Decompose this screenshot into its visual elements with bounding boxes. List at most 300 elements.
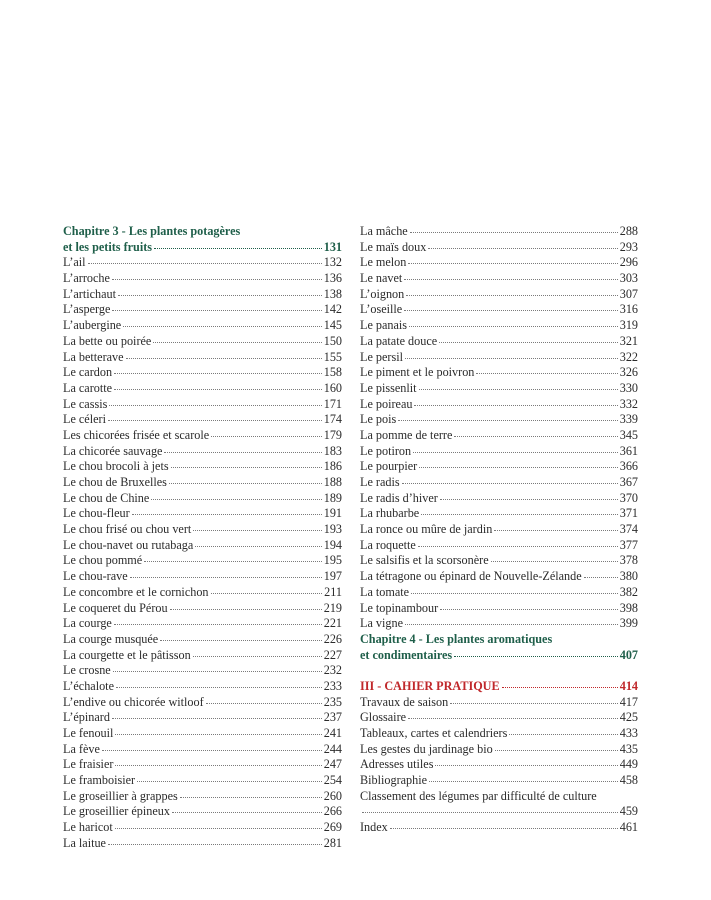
part-3-page: 414 [619, 678, 638, 693]
toc-entry-page: 366 [619, 459, 638, 474]
toc-entry-title: La tétragone ou épinard de Nouvelle-Zélande [360, 569, 582, 584]
toc-entry[interactable] [63, 789, 342, 805]
toc-entry-page: 269 [323, 820, 342, 835]
toc-entry[interactable] [360, 726, 638, 742]
toc-entry-title: Le melon [360, 255, 407, 270]
toc-entry[interactable] [63, 616, 342, 632]
toc-entry-title: L’échalote [63, 678, 114, 693]
toc-entry-page: 189 [323, 490, 342, 505]
toc-entry-page: 266 [323, 804, 342, 819]
toc-entry-title: La vigne [360, 616, 403, 631]
chapter-4-entry[interactable] [360, 648, 638, 664]
dot-leader [206, 703, 322, 704]
dot-leader [509, 734, 617, 735]
toc-entry-title: La betterave [63, 349, 124, 364]
toc-entry-page: 316 [619, 302, 638, 317]
toc-entry-page: 303 [619, 271, 638, 286]
toc-column-right [360, 224, 638, 836]
dot-leader [193, 530, 321, 531]
toc-entry[interactable] [360, 757, 638, 773]
toc-entry-title: Le poireau [360, 396, 413, 411]
toc-entry-title: L’arroche [63, 271, 110, 286]
dot-leader [114, 624, 322, 625]
toc-entry[interactable] [63, 663, 342, 679]
toc-entry-page: 193 [323, 522, 342, 537]
dot-leader [408, 263, 617, 264]
toc-entry-title: Les chicorées frisée et scarole [63, 427, 210, 442]
dot-leader [114, 389, 322, 390]
toc-entry-title: La chicorée sauvage [63, 443, 163, 458]
toc-entry[interactable] [63, 538, 342, 554]
toc-entry-title: Le chou brocoli à jets [63, 459, 169, 474]
toc-entry-title: Le concombre et le cornichon [63, 584, 209, 599]
dot-leader [413, 452, 618, 453]
toc-entry-page: 339 [619, 412, 638, 427]
chapter-4-title-line1: Chapitre 4 - Les plantes aromatiques [360, 631, 553, 646]
toc-entry-page: 179 [323, 427, 342, 442]
toc-entry-page: 221 [323, 616, 342, 631]
toc-entry[interactable] [360, 428, 638, 444]
toc-entry-page: 188 [323, 475, 342, 489]
toc-entry-title: Glossaire [360, 710, 407, 725]
toc-entry[interactable] [63, 648, 342, 664]
toc-entry[interactable] [360, 334, 638, 350]
toc-entry-title: Le céleri [63, 412, 106, 427]
toc-entry[interactable] [63, 412, 342, 428]
toc-entry-page: 219 [323, 600, 342, 615]
toc-entry-page: 260 [323, 788, 342, 803]
dot-leader [405, 358, 618, 359]
toc-entry-page: 382 [619, 584, 638, 599]
dot-leader [408, 718, 618, 719]
index-title: Index [360, 820, 388, 835]
toc-entry-title: La pomme de terre [360, 427, 453, 442]
toc-entry[interactable] [63, 475, 342, 491]
toc-entry-title: Le fenouil [63, 726, 114, 740]
classement-entry[interactable] [360, 804, 638, 820]
chapter-4-title-line2: et condimentaires [360, 647, 453, 662]
toc-entry[interactable] [360, 459, 638, 475]
toc-entry-page: 158 [323, 365, 342, 380]
dot-leader [170, 609, 322, 610]
toc-entry[interactable] [63, 742, 342, 758]
toc-entry[interactable] [63, 522, 342, 538]
dot-leader [404, 310, 618, 311]
toc-entry-title: Le radis [360, 475, 400, 489]
toc-entry-title: Le navet [360, 271, 403, 286]
toc-entry[interactable] [63, 365, 342, 381]
toc-entry-title: Le chou frisé ou chou vert [63, 522, 192, 537]
toc-entry-page: 186 [323, 459, 342, 474]
right-entry-list [360, 224, 638, 632]
index-entry[interactable] [360, 820, 638, 836]
toc-entry-title: Le chou de Chine [63, 490, 150, 505]
dot-leader [211, 436, 322, 437]
classement-title[interactable]: Classement des légumes par difficulté de culture [360, 788, 597, 803]
toc-entry[interactable] [63, 585, 342, 601]
toc-entry[interactable] [63, 255, 342, 271]
toc-entry-page: 244 [323, 741, 342, 756]
toc-entry-page: 174 [323, 412, 342, 427]
dot-leader [154, 248, 322, 249]
toc-entry[interactable] [63, 302, 342, 318]
toc-entry-page: 433 [619, 726, 638, 740]
toc-entry[interactable] [63, 271, 342, 287]
toc-entry-page: 378 [619, 553, 638, 568]
toc-entry[interactable] [360, 522, 638, 538]
dot-leader [113, 671, 322, 672]
toc-entry[interactable] [360, 255, 638, 271]
toc-entry-title: L’asperge [63, 302, 111, 317]
toc-entry[interactable] [63, 428, 342, 444]
toc-entry-title: Le framboisier [63, 773, 136, 788]
toc-entry-title: Le pourpier [360, 459, 418, 474]
dot-leader [419, 389, 618, 390]
toc-entry-title: L’oignon [360, 286, 405, 301]
toc-entry-page: 398 [619, 600, 638, 615]
toc-entry-title: Le salsifis et la scorsonère [360, 553, 489, 568]
toc-entry[interactable] [63, 381, 342, 397]
toc-entry-title: Le topinambour [360, 600, 439, 615]
dot-leader [411, 593, 618, 594]
dot-leader [115, 734, 321, 735]
toc-entry[interactable] [63, 695, 342, 711]
toc-entry-page: 319 [619, 318, 638, 333]
dot-leader [112, 310, 321, 311]
toc-entry[interactable] [360, 381, 638, 397]
toc-entry-page: 332 [619, 396, 638, 411]
toc-entry[interactable] [63, 804, 342, 820]
toc-entry-title: La bette ou poirée [63, 333, 152, 348]
toc-entry-page: 132 [323, 255, 342, 270]
dot-leader [164, 452, 321, 453]
toc-entry-page: 183 [323, 443, 342, 458]
toc-entry[interactable] [63, 444, 342, 460]
dot-leader [439, 342, 618, 343]
toc-entry[interactable] [63, 632, 342, 648]
toc-entry-page: 435 [619, 741, 638, 756]
dot-leader [132, 514, 322, 515]
dot-leader [454, 436, 617, 437]
dot-leader [112, 279, 322, 280]
dot-leader [405, 624, 618, 625]
dot-leader [153, 342, 321, 343]
dot-leader [160, 640, 322, 641]
toc-entry[interactable] [63, 287, 342, 303]
dot-leader [402, 483, 618, 484]
left-entry-list [63, 255, 342, 851]
toc-entry-page: 160 [323, 380, 342, 395]
dot-leader [118, 295, 322, 296]
toc-entry[interactable] [360, 491, 638, 507]
toc-entry-page: 380 [619, 569, 638, 584]
toc-entry[interactable] [63, 553, 342, 569]
toc-entry-page: 233 [323, 678, 342, 693]
toc-entry-title: Travaux de saison [360, 694, 449, 709]
toc-entry[interactable] [63, 397, 342, 413]
practical-entry-list [360, 695, 638, 789]
toc-entry-title: La laitue [63, 835, 106, 850]
toc-entry[interactable] [360, 302, 638, 318]
toc-entry-title: Les gestes du jardinage bio [360, 741, 493, 756]
toc-entry-page: 191 [323, 506, 342, 521]
toc-entry[interactable] [63, 334, 342, 350]
toc-entry-page: 377 [619, 537, 638, 552]
toc-entry-title: La fève [63, 741, 100, 756]
toc-entry[interactable] [360, 773, 638, 789]
toc-entry-title: L’endive ou chicorée witloof [63, 694, 204, 709]
toc-entry-title: L’artichaut [63, 286, 117, 301]
toc-entry-page: 254 [323, 773, 342, 788]
toc-entry-page: 150 [323, 333, 342, 348]
toc-column-left [63, 224, 342, 852]
toc-entry[interactable] [63, 757, 342, 773]
chapter-4-page: 407 [619, 647, 638, 662]
toc-entry[interactable] [63, 679, 342, 695]
dot-leader [421, 514, 618, 515]
toc-entry-title: Le panais [360, 318, 408, 333]
dot-leader [428, 248, 617, 249]
toc-entry[interactable] [360, 318, 638, 334]
toc-entry-title: Tableaux, cartes et calendriers [360, 726, 508, 740]
dot-leader [123, 326, 322, 327]
dot-leader [144, 561, 322, 562]
toc-entry[interactable] [63, 318, 342, 334]
toc-entry-page: 235 [323, 694, 342, 709]
dot-leader [195, 546, 321, 547]
dot-leader [172, 812, 322, 813]
dot-leader [115, 765, 321, 766]
dot-leader [398, 420, 618, 421]
toc-entry-title: Le chou pommé [63, 553, 143, 568]
toc-entry-page: 296 [619, 255, 638, 270]
toc-entry-page: 322 [619, 349, 638, 364]
dot-leader [102, 750, 322, 751]
toc-entry[interactable] [360, 397, 638, 413]
dot-leader [409, 326, 618, 327]
dot-leader [450, 703, 617, 704]
toc-entry-page: 307 [619, 286, 638, 301]
toc-entry-title: Le persil [360, 349, 403, 364]
part-3-title: III - CAHIER PRATIQUE [360, 678, 500, 693]
toc-entry-title: L’aubergine [63, 318, 122, 333]
toc-entry-page: 361 [619, 443, 638, 458]
toc-entry[interactable] [63, 350, 342, 366]
toc-entry-page: 142 [323, 302, 342, 317]
toc-entry[interactable] [63, 569, 342, 585]
toc-entry-page: 227 [323, 647, 342, 662]
toc-entry-page: 155 [323, 349, 342, 364]
toc-entry-title: Le piment et le poivron [360, 365, 475, 380]
classement-page: 459 [619, 804, 638, 819]
toc-entry-title: La ronce ou mûre de jardin [360, 522, 493, 537]
toc-entry[interactable] [360, 271, 638, 287]
toc-entry-page: 138 [323, 286, 342, 301]
dot-leader [502, 687, 618, 688]
toc-entry-page: 197 [323, 569, 342, 584]
dot-leader [390, 828, 618, 829]
dot-leader [109, 405, 321, 406]
toc-entry[interactable] [360, 601, 638, 617]
toc-entry-title: La courgette et le pâtisson [63, 647, 191, 662]
toc-entry-title: Le fraisier [63, 757, 114, 772]
dot-leader [494, 530, 617, 531]
part-3-entry[interactable] [360, 679, 638, 695]
toc-entry[interactable] [360, 616, 638, 632]
toc-entry-title: Le radis d’hiver [360, 490, 438, 505]
toc-entry[interactable] [360, 742, 638, 758]
dot-leader [440, 499, 618, 500]
dot-leader [88, 263, 322, 264]
toc-entry[interactable] [360, 553, 638, 569]
toc-entry-title: Le potiron [360, 443, 412, 458]
toc-entry-page: 449 [619, 757, 638, 772]
dot-leader [410, 232, 618, 233]
toc-entry-page: 293 [619, 239, 638, 254]
toc-entry-page: 458 [619, 773, 638, 788]
toc-entry-title: L’épinard [63, 710, 110, 725]
toc-entry-page: 370 [619, 490, 638, 505]
toc-entry-title: La courge musquée [63, 631, 159, 646]
dot-leader [180, 797, 322, 798]
toc-entry-page: 367 [619, 475, 638, 489]
index-page: 461 [619, 820, 638, 835]
chapter-3-page: 131 [323, 239, 342, 254]
dot-leader [108, 420, 322, 421]
dot-leader [440, 609, 618, 610]
toc-entry-page: 136 [323, 271, 342, 286]
toc-entry-page: 425 [619, 710, 638, 725]
dot-leader [114, 373, 322, 374]
toc-entry[interactable] [63, 506, 342, 522]
toc-entry-title: La carotte [63, 380, 113, 395]
toc-entry-page: 321 [619, 333, 638, 348]
toc-entry-page: 417 [619, 694, 638, 709]
chapter-3-title-line1: Chapitre 3 - Les plantes potagères [63, 224, 241, 238]
dot-leader [584, 577, 618, 578]
dot-leader [362, 812, 618, 813]
toc-entry-title: Le crosne [63, 663, 111, 678]
dot-leader [495, 750, 618, 751]
toc-entry-title: La tomate [360, 584, 410, 599]
toc-entry-title: Adresses utiles [360, 757, 434, 772]
toc-entry-page: 345 [619, 427, 638, 442]
toc-entry[interactable] [63, 491, 342, 507]
dot-leader [491, 561, 618, 562]
toc-entry-page: 399 [619, 616, 638, 631]
toc-entry[interactable] [360, 412, 638, 428]
toc-entry[interactable] [360, 585, 638, 601]
dot-leader [126, 358, 322, 359]
toc-entry-title: Le cardon [63, 365, 113, 380]
toc-entry[interactable] [63, 820, 342, 836]
toc-entry-page: 241 [323, 726, 342, 740]
toc-entry[interactable] [360, 365, 638, 381]
toc-entry-title: Le chou de Bruxelles [63, 475, 167, 489]
toc-entry-page: 226 [323, 631, 342, 646]
toc-entry-title: Le chou-rave [63, 569, 128, 584]
toc-entry[interactable] [63, 836, 342, 852]
toc-entry-page: 330 [619, 380, 638, 395]
dot-leader [419, 467, 618, 468]
dot-leader [429, 781, 618, 782]
toc-entry-title: Le pois [360, 412, 397, 427]
dot-leader [418, 546, 618, 547]
dot-leader [112, 718, 322, 719]
toc-entry[interactable] [63, 459, 342, 475]
toc-entry[interactable] [63, 710, 342, 726]
toc-entry-page: 171 [323, 396, 342, 411]
toc-entry-page: 195 [323, 553, 342, 568]
toc-entry[interactable] [63, 726, 342, 742]
dot-leader [435, 765, 617, 766]
toc-entry-title: Le pissenlit [360, 380, 417, 395]
toc-entry-title: Le chou-navet ou rutabaga [63, 537, 194, 552]
toc-entry-title: La mâche [360, 224, 408, 238]
toc-entry-page: 194 [323, 537, 342, 552]
toc-entry-page: 374 [619, 522, 638, 537]
toc-entry-page: 145 [323, 318, 342, 333]
dot-leader [169, 483, 322, 484]
toc-entry-title: La roquette [360, 537, 416, 552]
toc-entry-title: Le groseillier épineux [63, 804, 170, 819]
dot-leader [115, 828, 322, 829]
toc-entry[interactable] [360, 710, 638, 726]
chapter-3-entry[interactable] [63, 240, 342, 256]
toc-entry-title: Le chou-fleur [63, 506, 130, 521]
toc-entry[interactable] [63, 773, 342, 789]
toc-entry[interactable] [360, 224, 638, 240]
toc-entry-page: 247 [323, 757, 342, 772]
toc-entry[interactable] [360, 506, 638, 522]
dot-leader [130, 577, 322, 578]
dot-leader [137, 781, 322, 782]
dot-leader [151, 499, 321, 500]
toc-entry[interactable] [360, 538, 638, 554]
toc-entry[interactable] [360, 475, 638, 491]
toc-entry-page: 232 [323, 663, 342, 678]
toc-entry-title: L’oseille [360, 302, 403, 317]
toc-entry-page: 211 [324, 584, 342, 599]
toc-entry[interactable] [360, 350, 638, 366]
toc-entry-page: 237 [323, 710, 342, 725]
chapter-3-title-line2: et les petits fruits [63, 239, 153, 254]
toc-entry-title: Bibliographie [360, 773, 428, 788]
toc-entry-title: Le groseillier à grappes [63, 788, 178, 803]
toc-entry-title: Le maïs doux [360, 239, 427, 254]
dot-leader [171, 467, 322, 468]
toc-entry[interactable] [360, 287, 638, 303]
toc-entry[interactable] [63, 601, 342, 617]
toc-entry[interactable] [360, 444, 638, 460]
toc-entry-title: Le cassis [63, 396, 108, 411]
dot-leader [193, 656, 322, 657]
toc-entry-title: Le coqueret du Pérou [63, 600, 168, 615]
dot-leader [476, 373, 617, 374]
toc-entry[interactable] [360, 569, 638, 585]
dot-leader [108, 844, 322, 845]
toc-entry[interactable] [360, 695, 638, 711]
toc-entry[interactable] [360, 240, 638, 256]
dot-leader [116, 687, 322, 688]
toc-entry-title: L’ail [63, 255, 86, 270]
dot-leader [454, 656, 618, 657]
toc-entry-title: La rhubarbe [360, 506, 420, 521]
toc-entry-page: 281 [323, 835, 342, 850]
dot-leader [406, 295, 617, 296]
dot-leader [414, 405, 617, 406]
dot-leader [404, 279, 617, 280]
